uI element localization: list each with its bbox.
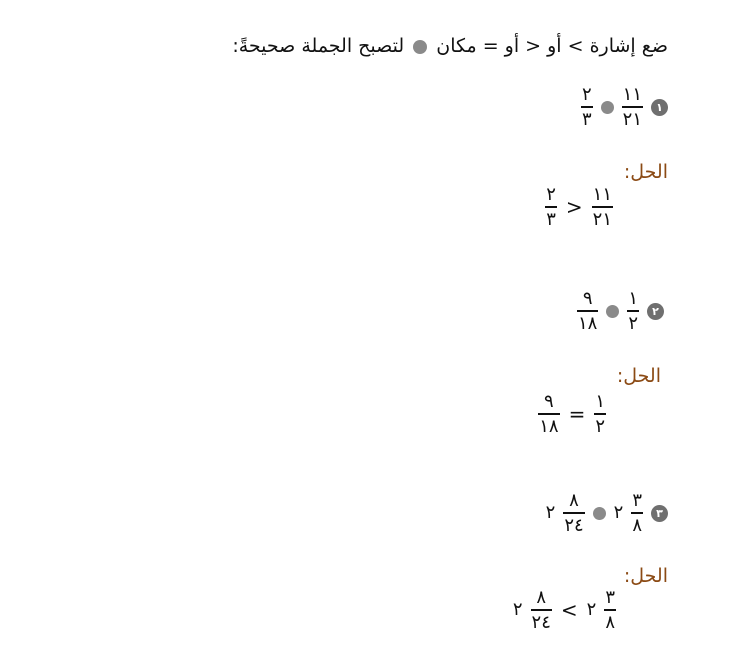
- denominator: ٢: [628, 312, 638, 334]
- denominator: ٨: [632, 514, 642, 536]
- numerator: ٣: [605, 587, 615, 608]
- comparison-circle-icon: [593, 507, 606, 520]
- denominator: ٨: [605, 611, 615, 633]
- numerator: ٣: [632, 490, 642, 511]
- denominator: ٢١: [592, 208, 612, 230]
- fraction: [592, 186, 613, 229]
- numerator: ١: [595, 391, 605, 412]
- numerator: ١: [628, 288, 638, 309]
- whole-number: ٢: [586, 599, 597, 621]
- denominator: ٢٤: [531, 611, 551, 633]
- numerator: ١١: [622, 84, 642, 105]
- numerator: ٢: [581, 84, 592, 105]
- problem-number-badge: ٢: [647, 303, 664, 320]
- whole-number: ٢: [545, 502, 556, 524]
- numerator: ٨: [569, 490, 579, 511]
- fraction: [627, 290, 639, 333]
- fraction: [538, 393, 559, 436]
- problem-number-badge: ١: [651, 99, 668, 116]
- comparison-sign: >: [565, 195, 583, 220]
- solution-label: الحل:: [616, 365, 661, 387]
- instruction-part1: ضع إشارة > أو < أو = مكان: [436, 35, 668, 57]
- denominator: ١٨: [539, 415, 559, 437]
- comparison-sign: <: [560, 598, 578, 623]
- fraction: [604, 589, 616, 632]
- solution-1: [545, 186, 613, 229]
- numerator: ٩: [582, 288, 593, 309]
- solution-3: [513, 589, 616, 632]
- fraction: [622, 86, 643, 129]
- solution-label: الحل:: [623, 565, 668, 587]
- numerator: ١١: [592, 184, 612, 205]
- numerator: ٨: [536, 587, 547, 608]
- fraction: [581, 86, 593, 129]
- denominator: ٢١: [622, 108, 642, 130]
- fraction: [631, 492, 643, 535]
- denominator: ٢٤: [564, 514, 584, 536]
- denominator: ٢: [595, 415, 605, 437]
- problem-3: [546, 492, 668, 535]
- fraction: [577, 290, 598, 333]
- solution-2: [538, 393, 606, 436]
- comparison-circle-icon: [601, 101, 614, 114]
- fraction: [594, 393, 606, 436]
- denominator: ١٨: [577, 312, 598, 334]
- placeholder-circle-icon: [413, 40, 427, 54]
- numerator: ٢: [546, 184, 556, 205]
- denominator: ٣: [581, 108, 592, 130]
- comparison-sign: =: [568, 402, 586, 427]
- whole-number: ٢: [512, 599, 523, 621]
- problem-number-badge: ٣: [651, 505, 668, 522]
- solution-label: الحل:: [623, 161, 668, 183]
- instruction-part2: لتصبح الجملة صحيحةً:: [232, 35, 405, 57]
- denominator: ٣: [546, 208, 556, 230]
- fraction: [531, 589, 552, 632]
- whole-number: ٢: [613, 502, 624, 524]
- fraction: [545, 186, 557, 229]
- problem-2: [577, 290, 664, 333]
- numerator: ٩: [544, 391, 554, 412]
- instruction-text: [232, 33, 668, 59]
- fraction: [563, 492, 584, 535]
- problem-1: [581, 86, 668, 129]
- comparison-circle-icon: [606, 305, 619, 318]
